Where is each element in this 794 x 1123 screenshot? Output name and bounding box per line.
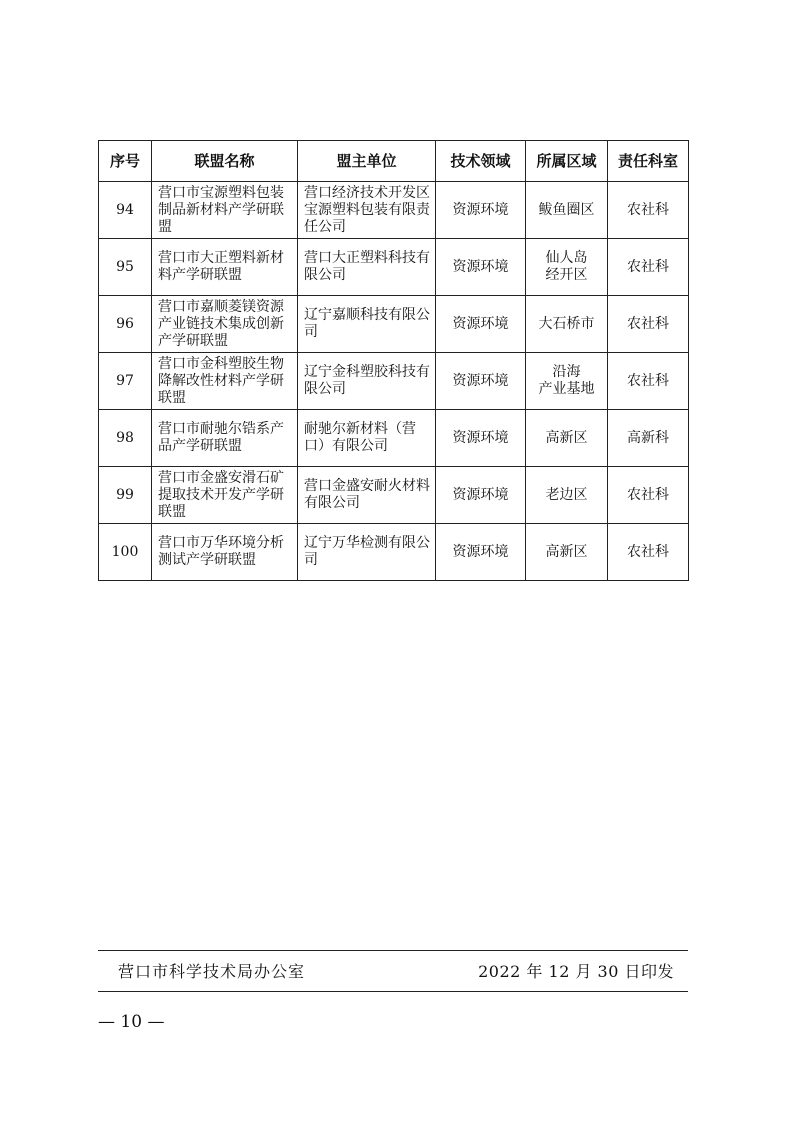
- tech-field-cell: 资源环境: [436, 410, 526, 467]
- row-index-cell: 94: [99, 182, 152, 239]
- region-cell: 大石桥市: [526, 296, 608, 353]
- alliance-table: [98, 140, 689, 581]
- alliance-name-cell: 营口市金盛安滑石矿提取技术开发产学研联盟: [152, 467, 298, 524]
- header-department: 责任科室: [608, 141, 689, 182]
- header-tech-field: 技术领域: [436, 141, 526, 182]
- tech-field-cell: 资源环境: [436, 296, 526, 353]
- department-cell: 农社科: [608, 524, 689, 581]
- department-cell: 农社科: [608, 239, 689, 296]
- tech-field-cell: 资源环境: [436, 239, 526, 296]
- leader-unit-cell: 辽宁金科塑胶科技有限公司: [298, 353, 436, 410]
- header-index: 序号: [99, 141, 152, 182]
- leader-unit-cell: 营口经济技术开发区宝源塑料包装有限责任公司: [298, 182, 436, 239]
- footer-bottom-rule: [98, 991, 688, 992]
- table-row: [99, 239, 689, 296]
- header-region: 所属区域: [526, 141, 608, 182]
- row-index-cell: 95: [99, 239, 152, 296]
- table-row: [99, 353, 689, 410]
- row-index-cell: 97: [99, 353, 152, 410]
- region-cell: 高新区: [526, 524, 608, 581]
- table-row: [99, 182, 689, 239]
- leader-unit-cell: 辽宁嘉顺科技有限公司: [298, 296, 436, 353]
- leader-unit-cell: 营口金盛安耐火材料有限公司: [298, 467, 436, 524]
- alliance-name-cell: 营口市大正塑料新材料产学研联盟: [152, 239, 298, 296]
- tech-field-cell: 资源环境: [436, 467, 526, 524]
- footer-top-rule: [98, 950, 688, 951]
- tech-field-cell: 资源环境: [436, 182, 526, 239]
- footer-issue-date: 2022 年 12 月 30 日印发: [478, 962, 674, 981]
- leader-unit-cell: 辽宁万华检测有限公司: [298, 524, 436, 581]
- table-row: [99, 467, 689, 524]
- region-cell: 老边区: [526, 467, 608, 524]
- row-index-cell: 100: [99, 524, 152, 581]
- tech-field-cell: 资源环境: [436, 353, 526, 410]
- department-cell: 农社科: [608, 467, 689, 524]
- alliance-name-cell: 营口市宝源塑料包装制品新材料产学研联盟: [152, 182, 298, 239]
- alliance-name-cell: 营口市万华环境分析测试产学研联盟: [152, 524, 298, 581]
- region-cell: 高新区: [526, 410, 608, 467]
- table-row: [99, 524, 689, 581]
- department-cell: 农社科: [608, 296, 689, 353]
- alliance-name-cell: 营口市耐驰尔锆系产品产学研联盟: [152, 410, 298, 467]
- row-index-cell: 96: [99, 296, 152, 353]
- region-cell: 鲅鱼圈区: [526, 182, 608, 239]
- row-index-cell: 99: [99, 467, 152, 524]
- region-cell: 仙人岛 经开区: [526, 239, 608, 296]
- department-cell: 农社科: [608, 353, 689, 410]
- page-number: — 10 —: [98, 1012, 165, 1032]
- table-row: [99, 296, 689, 353]
- region-cell: 沿海 产业基地: [526, 353, 608, 410]
- department-cell: 农社科: [608, 182, 689, 239]
- header-leader-unit: 盟主单位: [298, 141, 436, 182]
- leader-unit-cell: 营口大正塑料科技有限公司: [298, 239, 436, 296]
- tech-field-cell: 资源环境: [436, 524, 526, 581]
- row-index-cell: 98: [99, 410, 152, 467]
- header-alliance-name: 联盟名称: [152, 141, 298, 182]
- table-header-row: [99, 141, 689, 182]
- footer-issuing-office: 营口市科学技术局办公室: [118, 962, 306, 981]
- alliance-name-cell: 营口市金科塑胶生物降解改性材料产学研联盟: [152, 353, 298, 410]
- table-row: [99, 410, 689, 467]
- alliance-name-cell: 营口市嘉顺菱镁资源产业链技术集成创新产学研联盟: [152, 296, 298, 353]
- leader-unit-cell: 耐驰尔新材料（营口）有限公司: [298, 410, 436, 467]
- department-cell: 高新科: [608, 410, 689, 467]
